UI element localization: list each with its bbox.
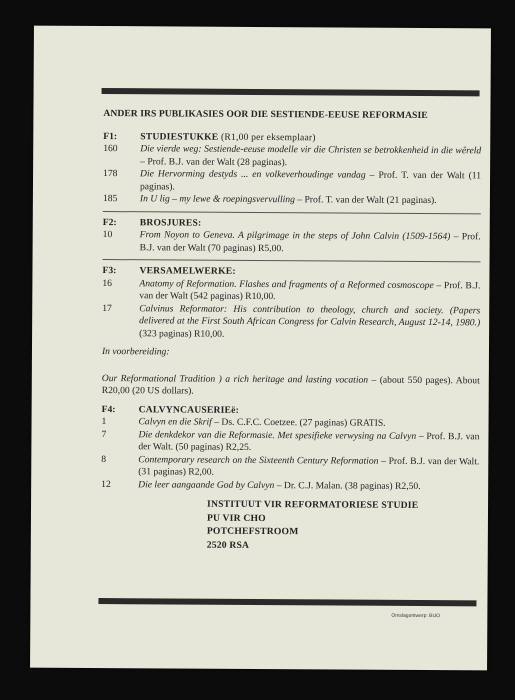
item-details: – Prof. T. van der Walt (21 paginas). xyxy=(294,194,437,207)
item-details: – Prof. B.J. van der Walt. (31 paginas) R2,00. xyxy=(138,455,480,478)
list-item xyxy=(101,454,479,481)
section-f4 xyxy=(101,404,480,494)
section-f2 xyxy=(103,217,481,263)
item-title: Calvinus Reformator: His contribution to theology, church and society. (Papers delivered at the First South African Congress for Calvin Research, August 12-14, 1980.) xyxy=(139,302,481,329)
item-title: Die leer aangaande God by Calvyn xyxy=(138,478,275,491)
tradition-title: Our Reformational Tradition ) a rich heritage and lasting vocation xyxy=(101,372,369,386)
section-title: STUDIESTUKKE xyxy=(140,130,219,143)
section-title: BROSJURES: xyxy=(139,216,202,229)
section-title: VERSAMELWERKE: xyxy=(139,265,236,277)
item-number: 16 xyxy=(102,277,113,289)
item-details: – Dr. C.J. Malan. (38 paginas) R2,50. xyxy=(274,479,421,492)
list-item xyxy=(103,168,481,195)
list-item xyxy=(102,278,480,305)
cover-design-credit: Omslagontwerp: BUO xyxy=(391,612,441,620)
item-number: 10 xyxy=(102,229,113,241)
section-title: CALVYNCAUSERIEë: xyxy=(138,403,240,416)
section-code: F1: xyxy=(103,130,118,142)
item-title: In U lig – my lewe & roepingsvervulling xyxy=(139,193,295,206)
bottom-rule xyxy=(98,598,476,606)
item-details: – Prof. T. van der Walt (11 paginas). xyxy=(139,169,482,192)
section-note: (R1,00 per eksemplaar) xyxy=(218,131,316,143)
postal-code: 2520 RSA xyxy=(206,539,250,551)
item-details: – Prof. B.J. van der Walt (70 paginas) R5,00. xyxy=(139,231,481,254)
section-code: F4: xyxy=(101,403,116,415)
section-code: F2: xyxy=(102,216,117,228)
item-title: From Noyon to Geneva. A pilgrimage in the steps of John Calvin (1509-1564) xyxy=(139,229,451,243)
list-item xyxy=(103,143,481,170)
item-number: 12 xyxy=(101,478,111,490)
item-title: Die Hervorming destyds ... en volkeverhoudinge vandag xyxy=(140,168,366,181)
item-title: Anatomy of Reformation. Flashes and fragments of a Reformed cosmoscope xyxy=(139,277,434,291)
list-item xyxy=(101,479,479,494)
list-item xyxy=(103,193,481,208)
section-code: F3: xyxy=(102,265,117,277)
in-preparation-label: In voorbereiding: xyxy=(101,346,170,358)
item-details: (323 paginas) R10,00. xyxy=(139,327,225,340)
tradition-entry xyxy=(102,373,480,400)
item-title: Die denkdekor van die Reformasie. Met spesifieke verwysing na Calvyn xyxy=(138,428,417,442)
tradition-details: – (about 550 pages). About R20,00 (20 US dollars). xyxy=(101,374,480,397)
list-item xyxy=(103,229,481,256)
publisher-address xyxy=(207,498,479,554)
section-f3 xyxy=(102,265,480,342)
top-rule xyxy=(102,88,480,96)
list-heading: ANDER IRS PUBLIKASIES OOR DIE SESTIENDE-EEUSE REFORMASIE xyxy=(103,108,428,122)
institute-name: INSTITUUT VIR REFORMATORIESE STUDIE xyxy=(207,498,419,511)
item-number: 178 xyxy=(103,168,118,180)
list-item xyxy=(101,429,479,456)
item-details: – Prof. B.J. van der Walt (542 paginas) R10,00. xyxy=(139,279,481,303)
item-number: 185 xyxy=(102,193,118,205)
university-name: PU VIR CHO xyxy=(206,512,266,524)
item-number: 17 xyxy=(102,302,112,314)
item-details: – Ds. C.F.C. Coetzee. (27 paginas) GRATIS. xyxy=(211,416,386,429)
item-number: 1 xyxy=(101,416,107,428)
item-number: 160 xyxy=(103,143,118,155)
city: POTCHEFSTROOM xyxy=(206,525,299,538)
list-item xyxy=(102,303,480,343)
item-details: – Prof. B.J. van der Walt (28 paginas). xyxy=(140,155,288,168)
item-number: 8 xyxy=(101,453,107,465)
back-cover xyxy=(30,26,491,671)
section-f1 xyxy=(103,131,481,214)
item-number: 7 xyxy=(101,428,107,440)
item-details: – Prof. B.J. van der Walt. (50 paginas) R2,25. xyxy=(138,430,480,453)
item-title: Contemporary research on the Sixteenth Century Reformation xyxy=(138,453,379,467)
item-title: Calvyn en die Skrif xyxy=(138,416,212,428)
publication-list xyxy=(101,108,482,553)
item-title: Die vierde weg: Sestiende-eeuse modelle vir die Christen se betrokkenheid in die wêreld xyxy=(140,143,482,157)
